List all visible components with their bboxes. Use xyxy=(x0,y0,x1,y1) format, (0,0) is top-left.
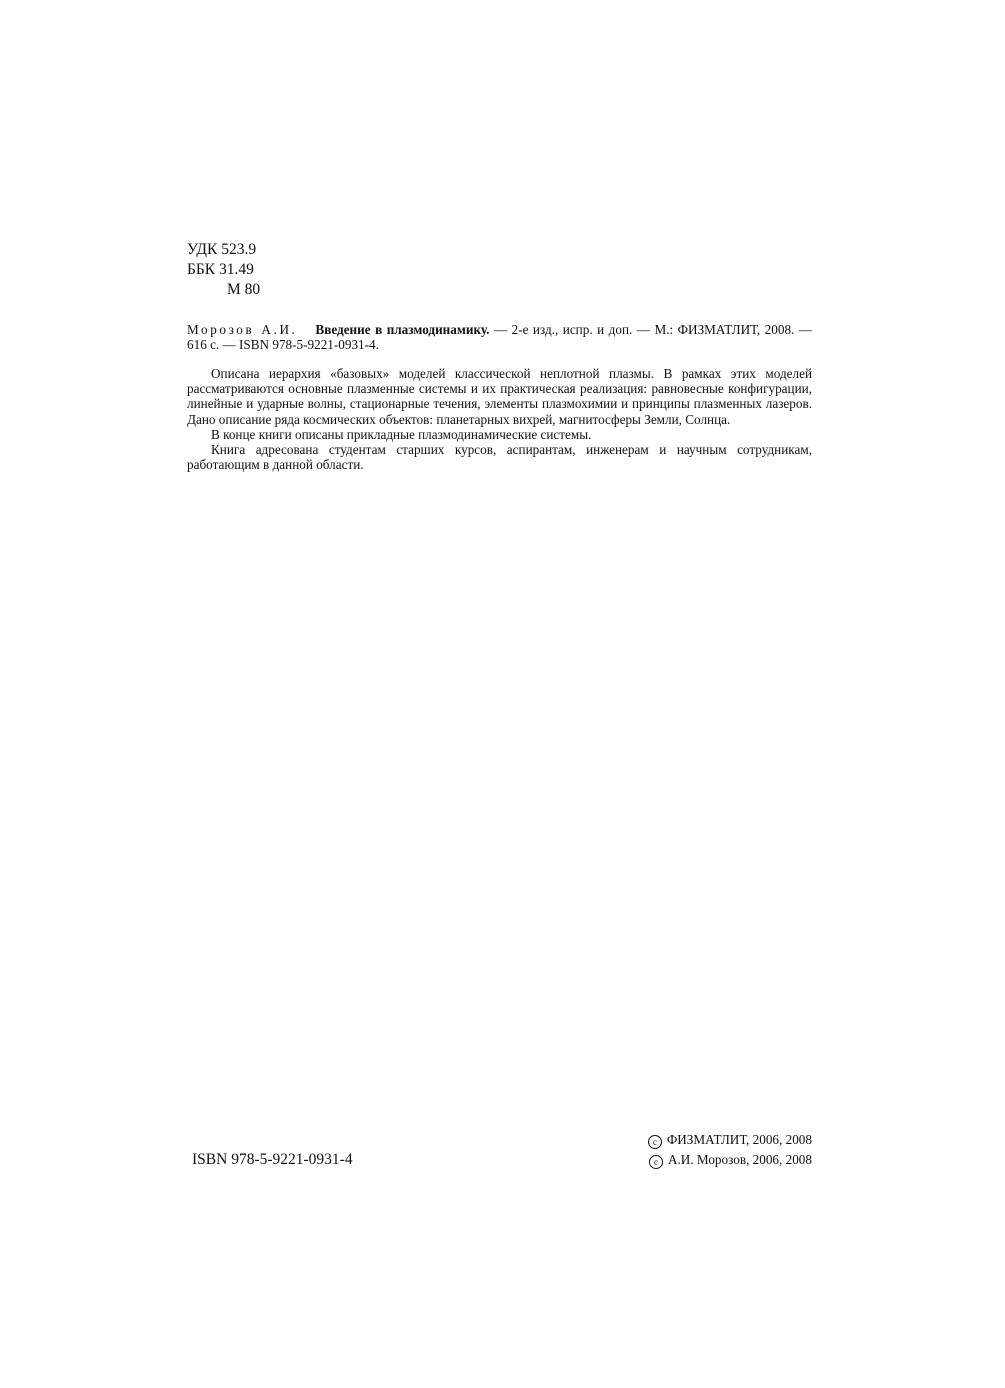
author-mark: М 80 xyxy=(227,281,261,298)
abstract xyxy=(187,366,812,472)
udk-code: УДК 523.9 xyxy=(187,241,257,258)
isbn-number: ISBN 978-5-9221-0931-4 xyxy=(192,1151,353,1168)
copyright-publisher: ФИЗМАТЛИТ, 2006, 2008 xyxy=(666,1132,812,1147)
classification-codes xyxy=(187,240,260,300)
copyright-author-line xyxy=(648,1150,812,1170)
copyright-icon: c xyxy=(649,1155,663,1169)
copyright-icon: c xyxy=(648,1135,662,1149)
copyright-publisher-line xyxy=(648,1130,812,1150)
bbk-code: ББК 31.49 xyxy=(187,261,254,278)
abstract-paragraph: Книга адресована студентам старших курсов, аспирантам, инженерам и научным сотрудникам, работающим в данной области. xyxy=(187,442,812,473)
copyright-author: А.И. Морозов, 2006, 2008 xyxy=(667,1152,812,1167)
copyright-block xyxy=(648,1130,812,1170)
book-title: Введение в плазмодинамику. xyxy=(315,322,490,337)
abstract-paragraph: Описана иерархия «базовых» моделей классической неплотной плазмы. В рамках этих моделей рассматриваются основные плазменные системы и их практическая реализация: равновесные конфигурации, линейные и ударные волны, стационарные течения, элементы плазмохимии и принципы плазменных лазеров. Дано описание ряда космических объектов: планетарных вихрей, магнитосферы Земли, Солнца. xyxy=(187,366,812,427)
publication-details: — 2-е изд., испр. и доп. — М.: ФИЗМАТЛИТ, 2008. — 616 с. — ISBN 978-5-9221-0931-4. xyxy=(187,322,813,353)
bibliographic-record xyxy=(187,322,812,352)
author-name: Морозов А.И. xyxy=(187,322,298,337)
abstract-paragraph: В конце книги описаны прикладные плазмодинамические системы. xyxy=(211,426,592,442)
